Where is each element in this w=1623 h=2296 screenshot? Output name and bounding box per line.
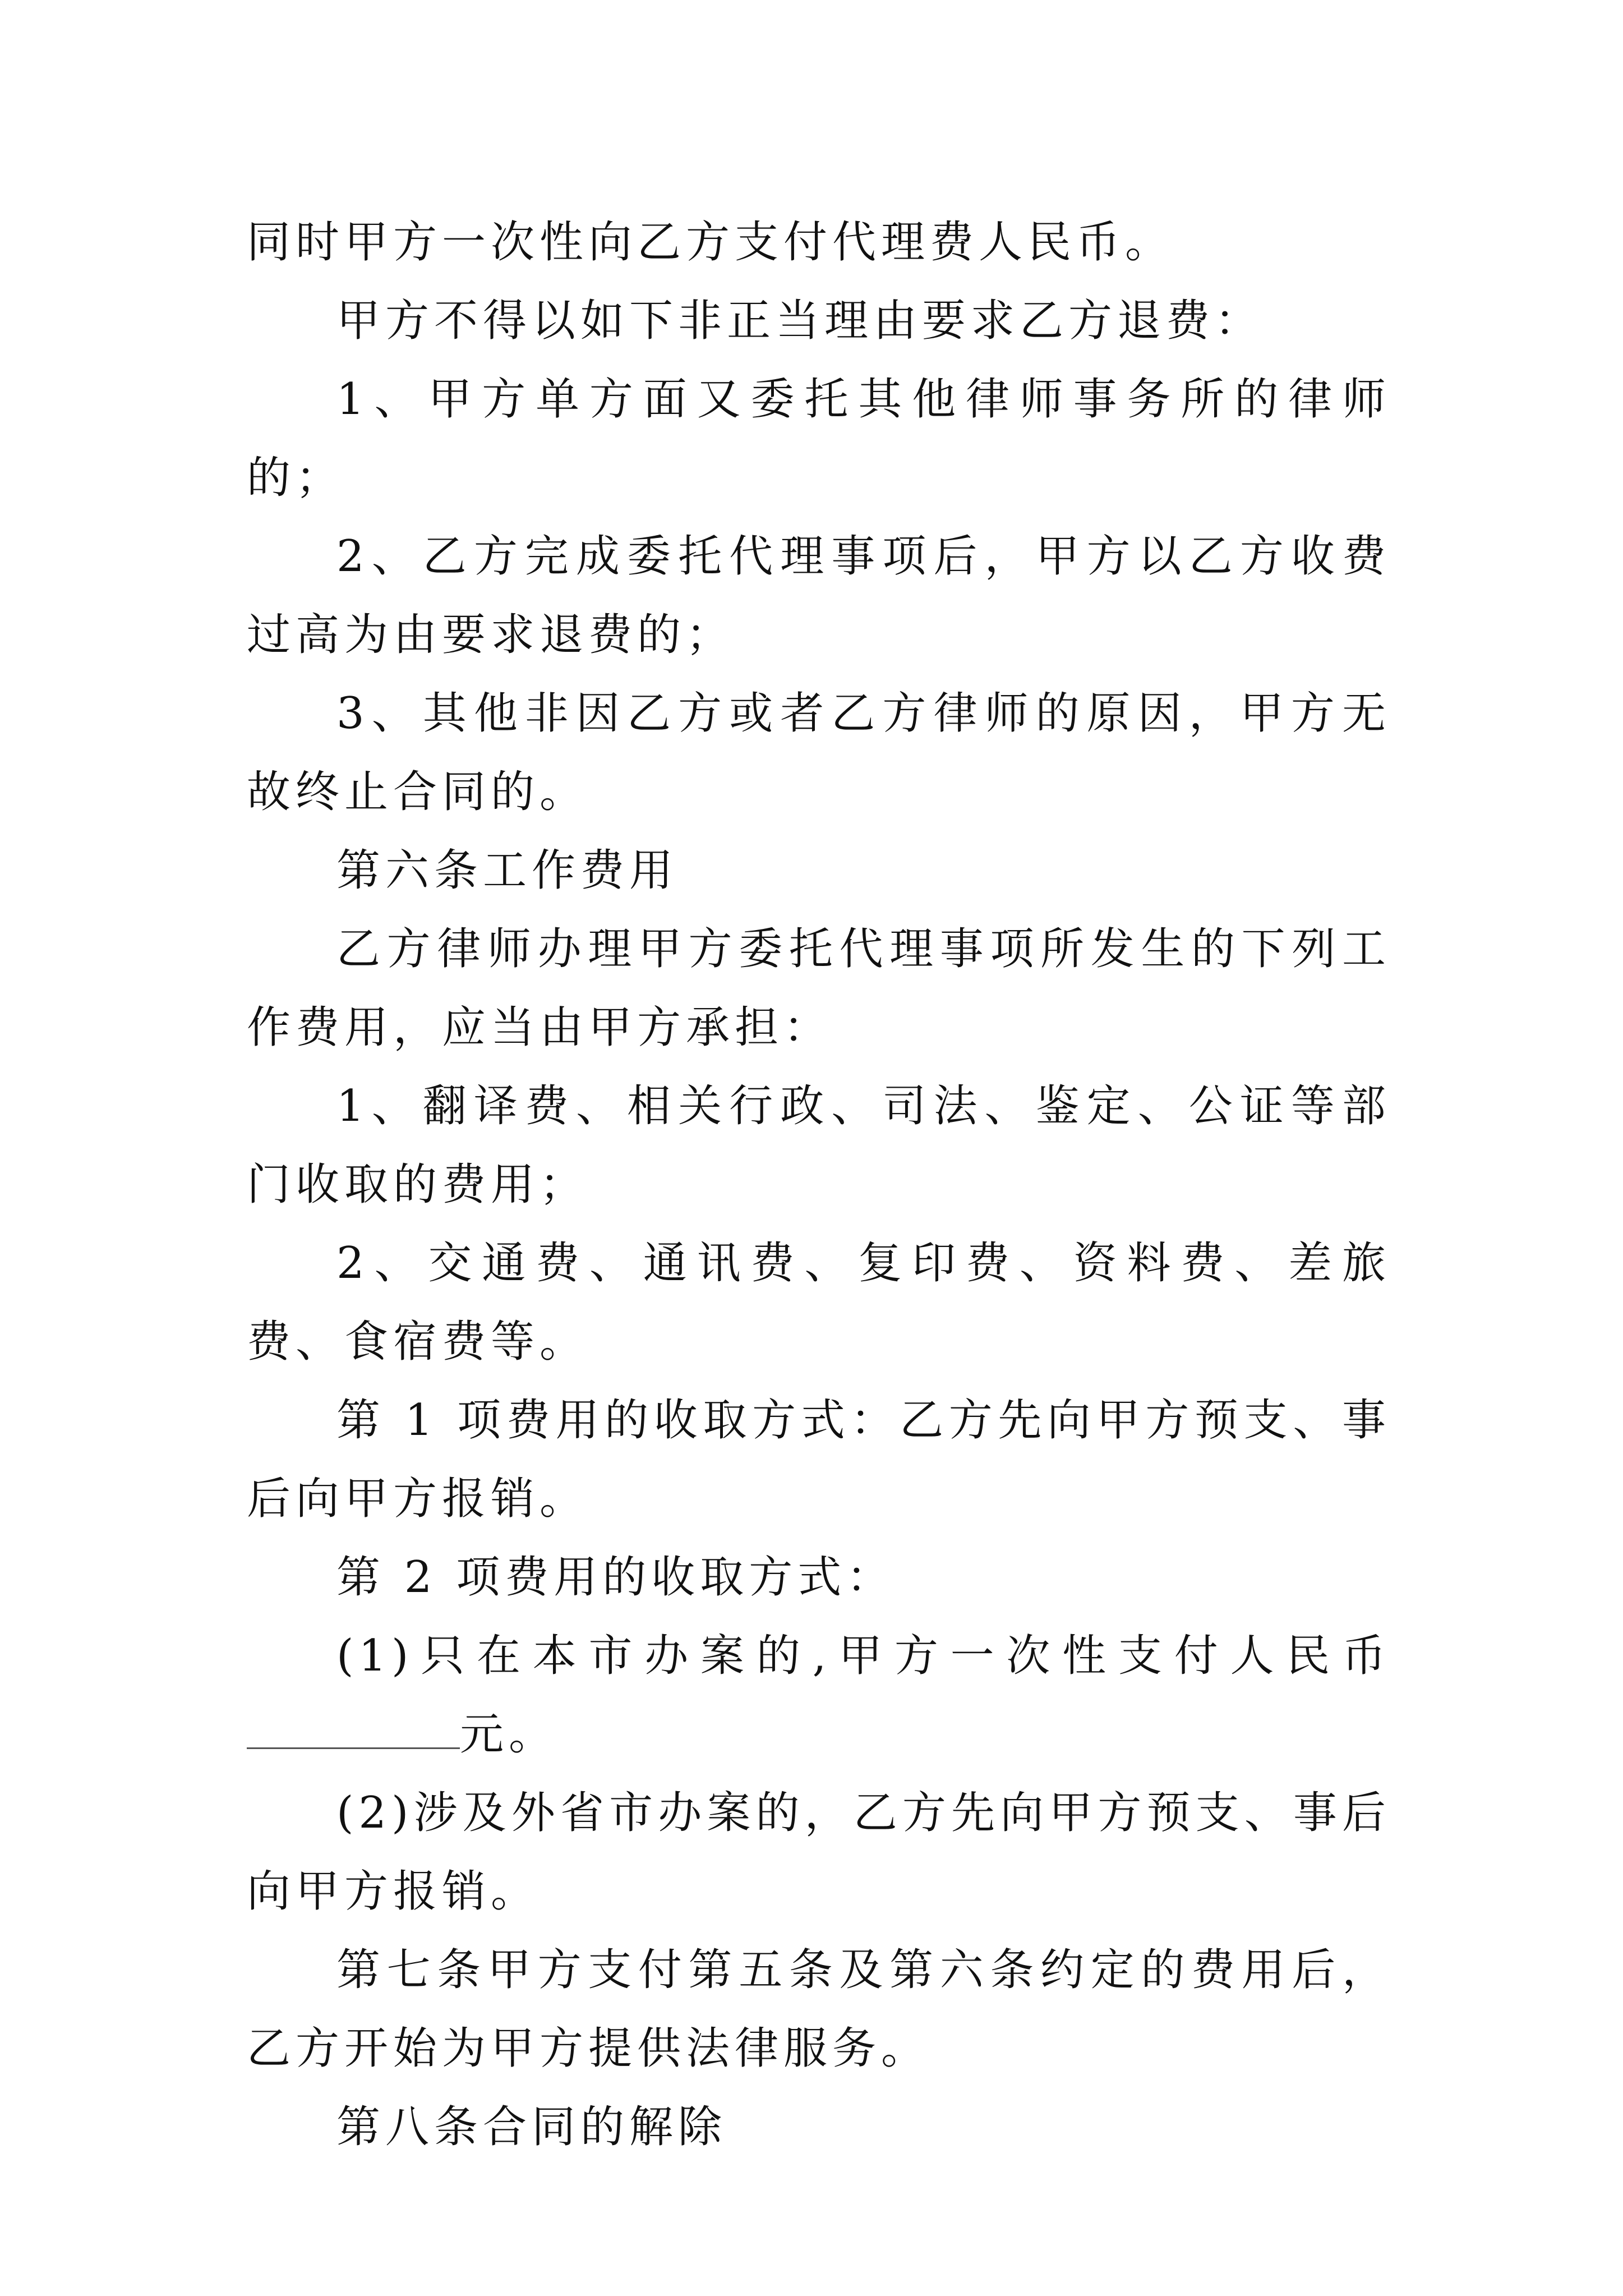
paragraph: 第 2 项费用的收取方式：: [336, 1552, 896, 1603]
fill-in-paragraph: [247, 1617, 1391, 1774]
list-item: 2、交通费、通讯费、复印费、资料费、差旅费、食宿费等。: [247, 1238, 1391, 1367]
paragraph: 甲方不得以如下非正当理由要求乙方退费：: [336, 296, 1264, 346]
paragraph: 第 1 项费用的收取方式：乙方先向甲方预支、事后向甲方报销。: [247, 1395, 1391, 1524]
list-item: 2、乙方完成委托代理事项后，甲方以乙方收费过高为由要求退费的；: [247, 531, 1391, 660]
paragraph: 第七条甲方支付第五条及第六条约定的费用后，乙方开始为甲方提供法律服务。: [247, 1945, 1391, 2074]
list-item: 3、其他非因乙方或者乙方律师的原因，甲方无故终止合同的。: [247, 688, 1391, 817]
list-item: 1、翻译费、相关行政、司法、鉴定、公证等部门收取的费用；: [247, 1081, 1391, 1210]
document-body: [247, 203, 1391, 2166]
fill-in-text-after: 元。: [460, 1709, 558, 1760]
paragraph: 同时甲方一次性向乙方支付代理费人民币。: [247, 217, 1174, 268]
fill-in-text-before: (1)只在本市办案的,甲方一次性支付人民币: [336, 1631, 1391, 1681]
list-item: (2)涉及外省市办案的，乙方先向甲方预支、事后向甲方报销。: [247, 1788, 1391, 1917]
section-heading: 第六条工作费用: [336, 845, 679, 896]
section-heading: 第八条合同的解除: [336, 2102, 727, 2152]
fill-in-blank: [247, 1708, 460, 1749]
paragraph: 乙方律师办理甲方委托代理事项所发生的下列工作费用，应当由甲方承担：: [247, 924, 1391, 1053]
list-item: 1、甲方单方面又委托其他律师事务所的律师的；: [247, 374, 1391, 503]
